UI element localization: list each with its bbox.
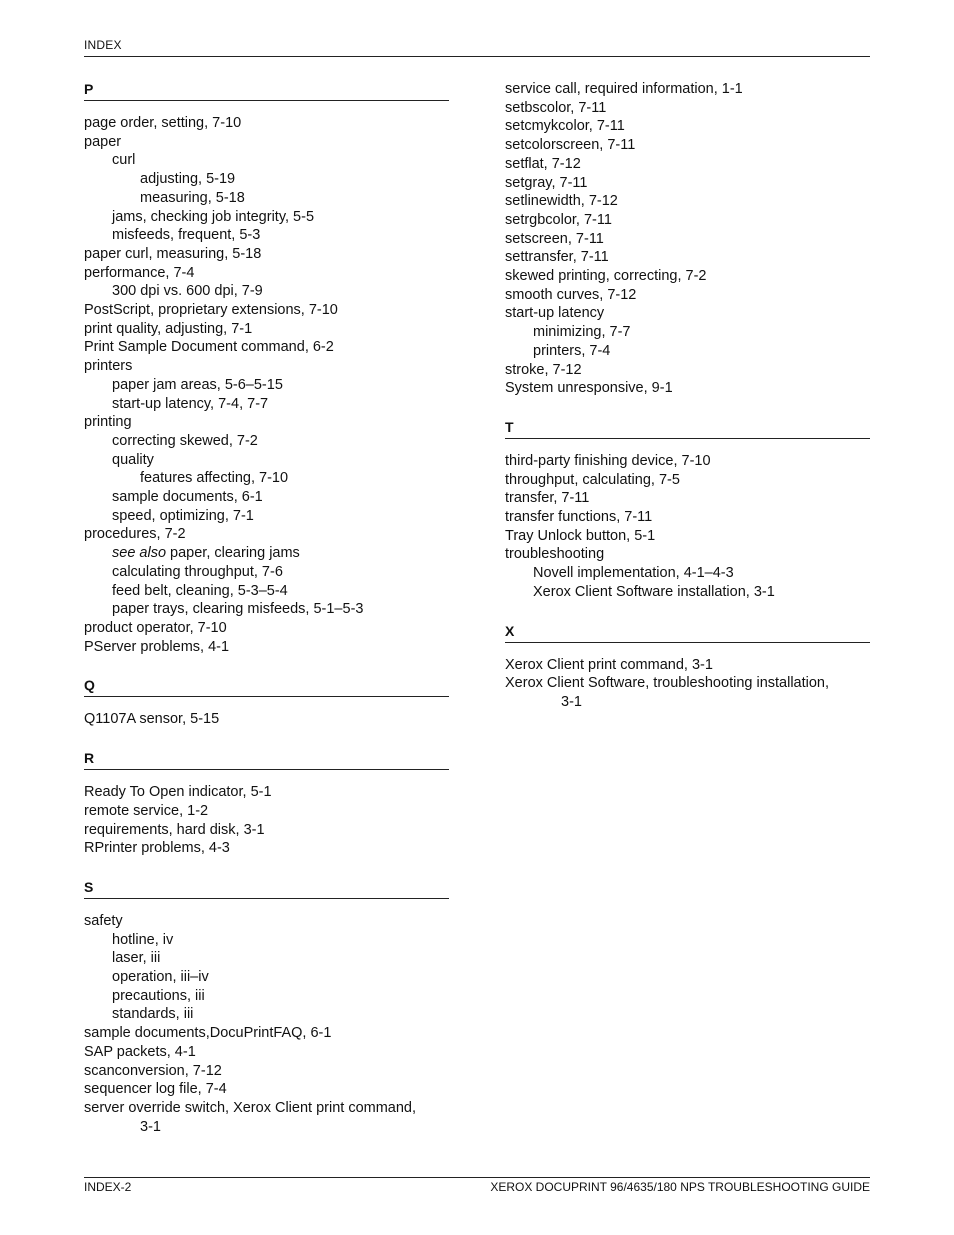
index-entry xyxy=(84,525,449,544)
index-entry xyxy=(84,245,449,264)
entry-text: System unresponsive, 9-1 xyxy=(505,380,673,397)
index-entry xyxy=(84,357,449,376)
entry-text: setgray, 7-11 xyxy=(505,174,588,191)
index-subentry xyxy=(84,469,449,488)
index-subentry xyxy=(84,968,449,987)
section-heading-p: P xyxy=(84,80,449,101)
index-subentry xyxy=(84,949,449,968)
index-entry xyxy=(84,839,449,858)
index-entry xyxy=(505,80,870,99)
index-subentry xyxy=(84,451,449,470)
index-entry xyxy=(505,192,870,211)
entry-text: start-up latency xyxy=(505,305,605,322)
section-heading-r: R xyxy=(84,749,449,770)
index-column-left xyxy=(84,80,449,1136)
index-subentry xyxy=(84,600,449,619)
entry-continuation: 3-1 xyxy=(561,693,582,710)
index-entry xyxy=(505,489,870,508)
entry-text: paper curl, measuring, 5-18 xyxy=(84,245,262,262)
entry-text: Xerox Client print command, 3-1 xyxy=(505,656,713,673)
index-entry xyxy=(84,1043,449,1062)
entry-text: setbscolor, 7-11 xyxy=(505,99,607,116)
index-subentry xyxy=(84,987,449,1006)
document-title: XEROX DOCUPRINT 96/4635/180 NPS TROUBLESHOOTING GUIDE xyxy=(490,1180,870,1194)
index-entry xyxy=(84,338,449,357)
entry-text: server override switch, Xerox Client print command, xyxy=(84,1099,417,1116)
entry-text: page order, setting, 7-10 xyxy=(84,115,242,131)
entry-text: calculating throughput, 7-6 xyxy=(112,563,283,580)
section-gap xyxy=(84,858,449,878)
entry-text: requirements, hard disk, 3-1 xyxy=(84,821,265,838)
section-heading-x: X xyxy=(505,622,870,643)
entry-text: adjusting, 5-19 xyxy=(140,171,236,188)
index-entry xyxy=(84,320,449,339)
index-subentry xyxy=(505,323,870,342)
entry-text: feed belt, cleaning, 5-3–5-4 xyxy=(112,582,288,599)
index-subentry xyxy=(84,432,449,451)
index-entry xyxy=(84,264,449,283)
entry-text: transfer, 7-11 xyxy=(505,490,590,507)
entry-text: paper trays, clearing misfeeds, 5-1–5-3 xyxy=(112,601,364,618)
entry-text: Xerox Client Software, troubleshooting installation, xyxy=(505,675,830,692)
entry-text: quality xyxy=(112,451,154,468)
entry-text: smooth curves, 7-12 xyxy=(505,286,637,303)
entry-text: throughput, calculating, 7-5 xyxy=(505,471,680,488)
entry-text: laser, iii xyxy=(112,950,161,967)
index-entry xyxy=(505,656,870,675)
index-entry xyxy=(505,117,870,136)
index-entry xyxy=(84,638,449,657)
index-subentry xyxy=(84,395,449,414)
section-gap xyxy=(505,602,870,622)
entry-text: service call, required information, 1-1 xyxy=(505,81,743,97)
entry-text: skewed printing, correcting, 7-2 xyxy=(505,268,707,285)
entry-text: paper, clearing jams xyxy=(166,545,300,562)
index-subentry xyxy=(84,931,449,950)
index-subentry xyxy=(84,488,449,507)
index-entry xyxy=(505,230,870,249)
index-entry xyxy=(84,710,449,729)
entry-text: setscreen, 7-11 xyxy=(505,230,604,247)
entry-text: sample documents, 6-1 xyxy=(112,489,263,506)
index-subentry xyxy=(84,582,449,601)
index-entry xyxy=(84,1024,449,1043)
running-header: INDEX xyxy=(84,38,122,52)
entry-text: Print Sample Document command, 6-2 xyxy=(84,339,334,356)
entry-text: printers, 7-4 xyxy=(533,342,611,359)
page-number: INDEX-2 xyxy=(84,1180,132,1194)
index-subentry xyxy=(505,583,870,602)
index-subentry xyxy=(505,342,870,361)
index-entry xyxy=(505,379,870,398)
index-entry xyxy=(505,267,870,286)
entry-text: settransfer, 7-11 xyxy=(505,249,609,266)
index-subentry xyxy=(84,376,449,395)
index-entry xyxy=(84,821,449,840)
index-subentry xyxy=(84,1005,449,1024)
entry-text: precautions, iii xyxy=(112,987,205,1004)
index-subentry xyxy=(84,563,449,582)
section-gap xyxy=(84,729,449,749)
entry-text: stroke, 7-12 xyxy=(505,361,582,378)
index-entry xyxy=(505,361,870,380)
index-entry xyxy=(505,508,870,527)
index-entry xyxy=(505,471,870,490)
entry-text: curl xyxy=(112,152,136,169)
entry-text: hotline, iv xyxy=(112,931,174,948)
entry-text: print quality, adjusting, 7-1 xyxy=(84,320,253,337)
index-entry xyxy=(84,619,449,638)
section-heading-q: Q xyxy=(84,676,449,697)
index-entry xyxy=(84,1099,449,1136)
index-entry xyxy=(84,114,449,133)
index-entry xyxy=(84,802,449,821)
entry-text: standards, iii xyxy=(112,1006,194,1023)
index-subentry xyxy=(84,544,449,563)
entry-text: jams, checking job integrity, 5-5 xyxy=(112,208,315,225)
entry-text: setrgbcolor, 7-11 xyxy=(505,211,612,228)
entry-text: scanconversion, 7-12 xyxy=(84,1062,222,1079)
index-entry xyxy=(505,248,870,267)
index-entry xyxy=(505,527,870,546)
index-subentry xyxy=(505,564,870,583)
entry-text: remote service, 1-2 xyxy=(84,802,209,819)
index-entry xyxy=(84,1080,449,1099)
entry-text: Tray Unlock button, 5-1 xyxy=(505,527,656,544)
index-subentry xyxy=(84,507,449,526)
index-entry xyxy=(505,304,870,323)
entry-text: paper jam areas, 5-6–5-15 xyxy=(112,376,283,393)
header-rule xyxy=(84,56,870,57)
index-entry xyxy=(505,674,870,711)
index-entry xyxy=(84,912,449,931)
entry-text: performance, 7-4 xyxy=(84,264,195,281)
index-entry xyxy=(505,99,870,118)
index-entry xyxy=(505,174,870,193)
entry-text: minimizing, 7-7 xyxy=(533,324,631,341)
index-entry xyxy=(84,133,449,152)
index-subentry xyxy=(84,151,449,170)
entry-text: Xerox Client Software installation, 3-1 xyxy=(533,583,775,600)
index-entry xyxy=(84,301,449,320)
entry-text: printers xyxy=(84,358,133,375)
index-subentry xyxy=(84,170,449,189)
entry-text: procedures, 7-2 xyxy=(84,526,186,543)
entry-continuation: 3-1 xyxy=(140,1118,161,1135)
index-subentry xyxy=(84,282,449,301)
entry-text: setflat, 7-12 xyxy=(505,155,581,172)
index-subentry xyxy=(84,189,449,208)
entry-text: setlinewidth, 7-12 xyxy=(505,193,618,210)
entry-text: RPrinter problems, 4-3 xyxy=(84,840,230,857)
entry-text: sequencer log file, 7-4 xyxy=(84,1081,227,1098)
entry-text: PostScript, proprietary extensions, 7-10 xyxy=(84,302,338,319)
index-column-right xyxy=(505,80,870,712)
entry-text: setcmykcolor, 7-11 xyxy=(505,118,625,135)
entry-text: correcting skewed, 7-2 xyxy=(112,432,258,449)
entry-text: measuring, 5-18 xyxy=(140,189,245,206)
entry-text: troubleshooting xyxy=(505,546,605,563)
cross-reference-label: see also xyxy=(112,545,167,562)
index-subentry xyxy=(84,226,449,245)
entry-text: paper xyxy=(84,133,122,150)
index-entry xyxy=(505,545,870,564)
index-entry xyxy=(84,783,449,802)
entry-text: SAP packets, 4-1 xyxy=(84,1043,196,1060)
entry-text: start-up latency, 7-4, 7-7 xyxy=(112,395,269,412)
index-subentry xyxy=(84,208,449,227)
entry-text: product operator, 7-10 xyxy=(84,619,227,636)
footer-rule xyxy=(84,1177,870,1178)
index-entry xyxy=(505,136,870,155)
entry-text: misfeeds, frequent, 5-3 xyxy=(112,227,261,244)
index-entry xyxy=(505,155,870,174)
entry-text: speed, optimizing, 7-1 xyxy=(112,507,254,524)
entry-text: transfer functions, 7-11 xyxy=(505,509,653,526)
entry-text: 300 dpi vs. 600 dpi, 7-9 xyxy=(112,283,263,300)
entry-text: features affecting, 7-10 xyxy=(140,470,289,487)
entry-text: safety xyxy=(84,912,123,929)
section-heading-s: S xyxy=(84,878,449,899)
section-gap xyxy=(84,656,449,676)
entry-text: Ready To Open indicator, 5-1 xyxy=(84,784,272,801)
entry-text: printing xyxy=(84,414,132,431)
entry-text: setcolorscreen, 7-11 xyxy=(505,137,636,154)
index-entry xyxy=(84,1062,449,1081)
entry-text: PServer problems, 4-1 xyxy=(84,638,230,655)
index-entry xyxy=(84,413,449,432)
entry-text: sample documents,DocuPrintFAQ, 6-1 xyxy=(84,1025,332,1042)
entry-text: Novell implementation, 4-1–4-3 xyxy=(533,565,734,582)
index-entry xyxy=(505,452,870,471)
entry-text: operation, iii–iv xyxy=(112,969,209,986)
section-heading-t: T xyxy=(505,418,870,439)
index-entry xyxy=(505,211,870,230)
entry-text: third-party finishing device, 7-10 xyxy=(505,452,711,469)
section-gap xyxy=(505,398,870,418)
index-entry xyxy=(505,286,870,305)
entry-text: Q1107A sensor, 5-15 xyxy=(84,711,220,728)
